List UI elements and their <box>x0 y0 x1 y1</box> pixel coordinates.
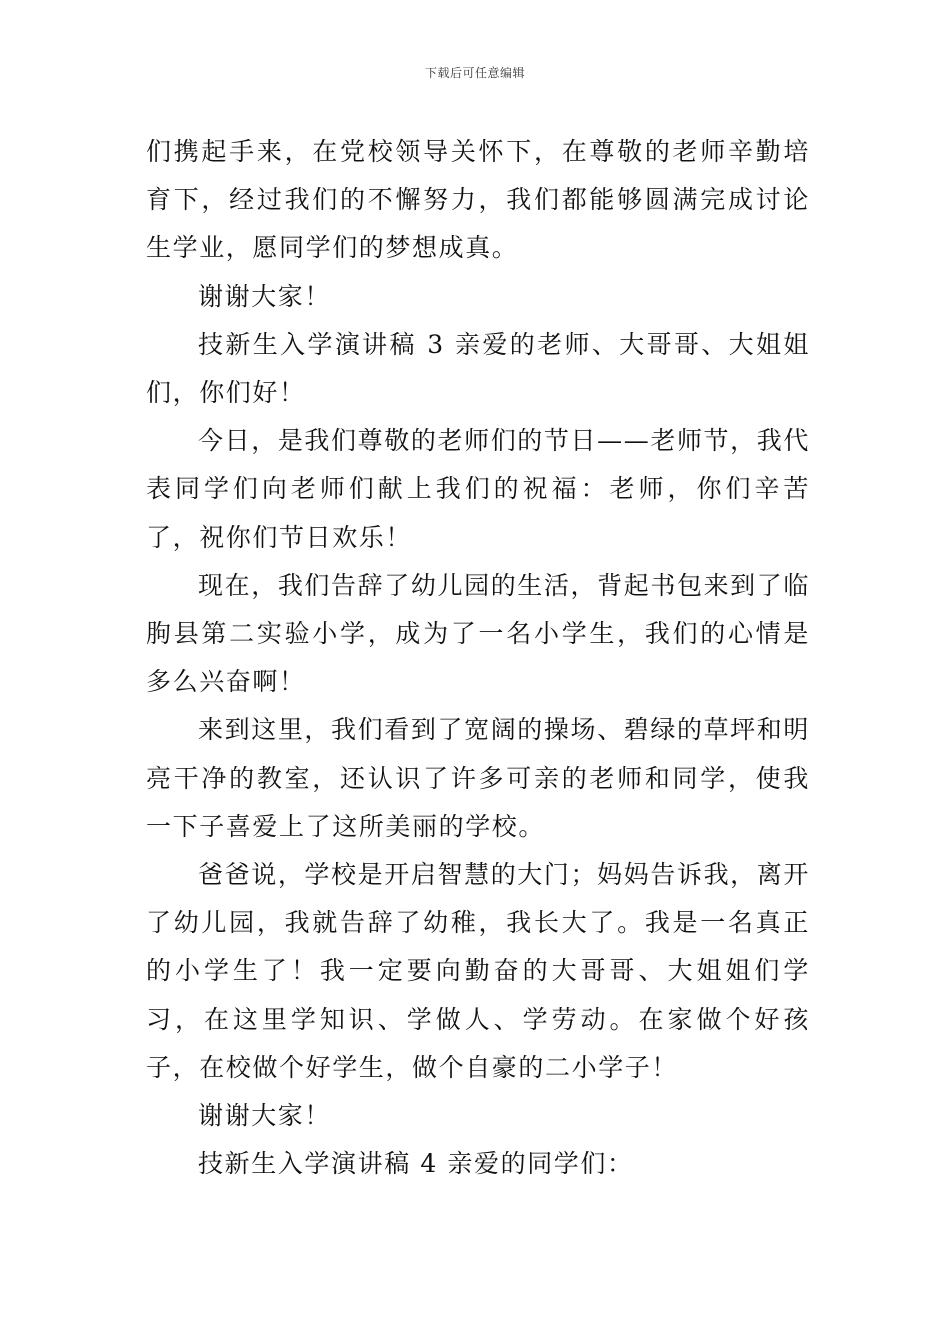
paragraph-6: 来到这里，我们看到了宽阔的操场、碧绿的草坪和明亮干净的教室，还认识了许多可亲的老师和同学，使我一下子喜爱上了这所美丽的学校。 <box>146 715 810 841</box>
paragraph-7: 爸爸说，学校是开启智慧的大门；妈妈告诉我，离开了幼儿园，我就告辞了幼稚，我长大了。我是一名真正的小学生了！我一定要向勤奋的大哥哥、大姐姐们学习，在这里学知识、学做人、学劳动。在家做个好孩子，在校做个好学生，做个自豪的二小学子！ <box>146 860 810 1082</box>
paragraph-2: 谢谢大家！ <box>198 281 332 311</box>
paragraph-4: 今日，是我们尊敬的老师们的节日——老师节，我代表同学们向老师们献上我们的祝福：老师，你们辛苦了，祝你们节日欢乐！ <box>146 426 810 552</box>
paragraph-5: 现在，我们告辞了幼儿园的生活，背起书包来到了临朐县第二实验小学，成为了一名小学生，我们的心情是多么兴奋啊！ <box>146 570 810 697</box>
document-body <box>146 128 810 1188</box>
paragraph-3: 技新生入学演讲稿 3 亲爱的老师、大哥哥、大姐姐们，你们好！ <box>146 329 810 408</box>
page-header: 下载后可任意编辑 <box>424 66 525 80</box>
paragraph-8: 谢谢大家！ <box>198 1101 332 1131</box>
paragraph-9: 技新生入学演讲稿 4 亲爱的同学们： <box>198 1149 634 1179</box>
paragraph-1: 们携起手来，在党校领导关怀下，在尊敬的老师辛勤培育下，经过我们的不懈努力，我们都能够圆满完成讨论生学业，愿同学们的梦想成真。 <box>146 137 810 263</box>
